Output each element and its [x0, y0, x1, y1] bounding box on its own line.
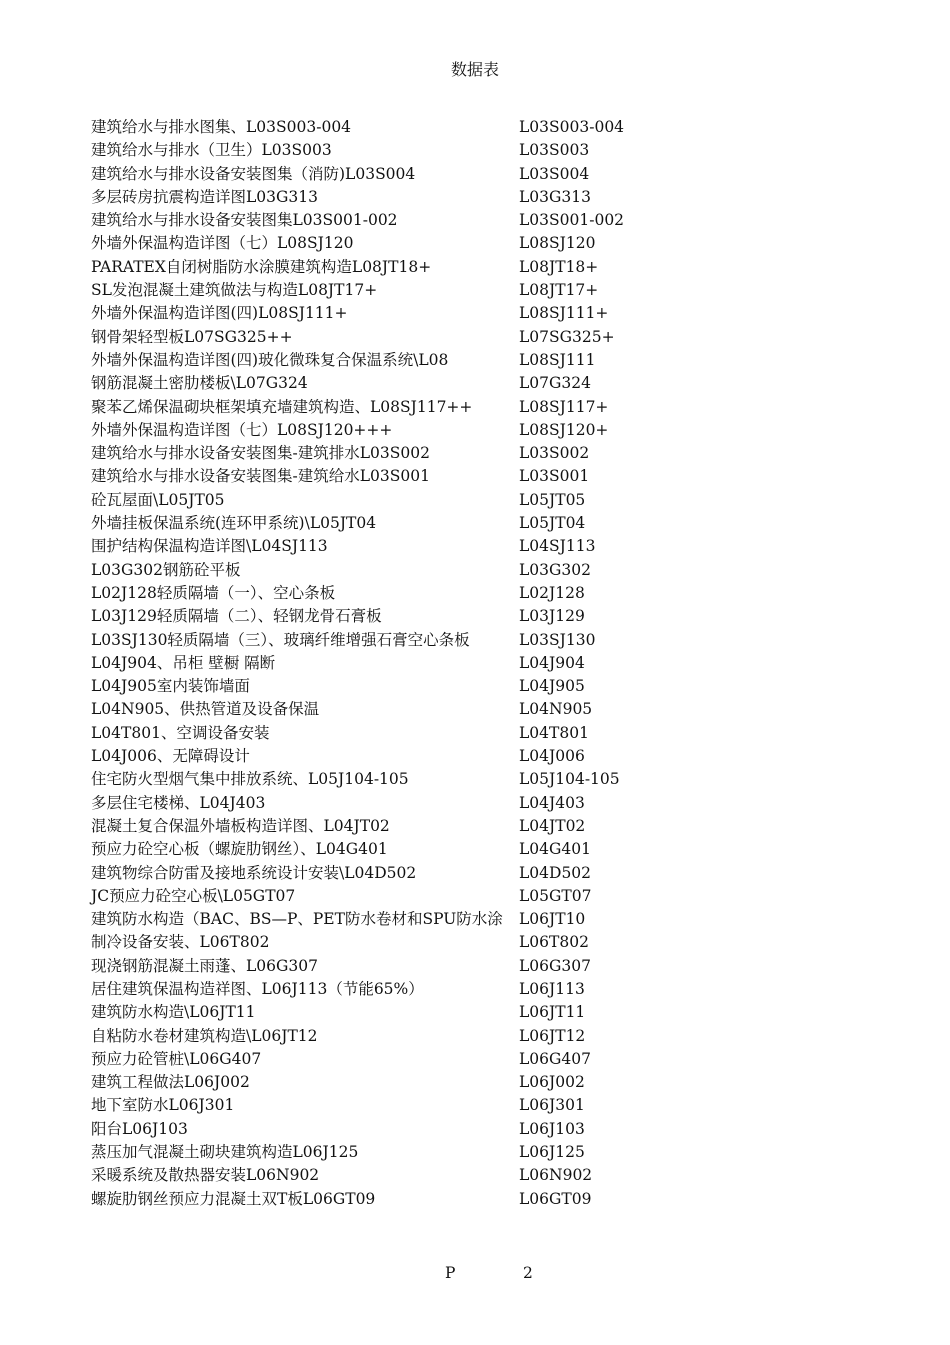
row-code: L05J104-105 — [519, 770, 620, 789]
table-row — [91, 372, 791, 395]
row-name: L03SJ130轻质隔墙（三）、玻璃纤维增强石膏空心条板 — [91, 630, 470, 649]
row-name: 螺旋肋钢丝预应力混凝土双T板L06GT09 — [91, 1189, 376, 1208]
row-name: PARATEX自闭树脂防水涂膜建筑构造L08JT18+ — [91, 257, 432, 276]
row-code: L04G401 — [519, 840, 591, 859]
row-name: 建筑物综合防雷及接地系统设计安装\L04D502 — [91, 863, 417, 882]
row-code: L08SJ117+ — [519, 397, 609, 416]
row-code: L03S001-002 — [519, 211, 625, 230]
table-row — [91, 675, 791, 698]
row-code: L08JT17+ — [519, 281, 599, 300]
row-name: 建筑给水与排水（卫生）L03S003 — [91, 141, 332, 160]
row-name: L03J129轻质隔墙（二）、轻钢龙骨石膏板 — [91, 607, 382, 626]
row-name: 多层砖房抗震构造详图L03G313 — [91, 187, 318, 206]
table-row — [91, 139, 791, 162]
row-code: L06J113 — [519, 979, 585, 998]
table-row — [91, 1001, 791, 1024]
row-code: L06J125 — [519, 1143, 585, 1162]
row-code: L04SJ113 — [519, 537, 596, 556]
row-name: 钢骨架轻型板L07SG325++ — [91, 327, 293, 346]
row-name: 建筑给水与排水设备安装图集-建筑给水L03S001 — [91, 467, 430, 486]
table-row — [91, 465, 791, 488]
page-label: P — [445, 1264, 456, 1282]
row-code: L06JT10 — [519, 910, 586, 929]
table-row — [91, 442, 791, 465]
row-code: L02J128 — [519, 583, 585, 602]
table-row — [91, 116, 791, 139]
table-row — [91, 698, 791, 721]
table-row — [91, 1118, 791, 1141]
row-code: L03S003-004 — [519, 118, 625, 136]
table-row — [91, 1164, 791, 1187]
row-code: L03J129 — [519, 607, 585, 626]
row-code: L03S004 — [519, 164, 590, 183]
row-name: 外墙外保温构造详图(四)玻化微珠复合保温系统\L08 — [91, 350, 449, 369]
table-row — [91, 209, 791, 232]
row-name: 建筑给水与排水设备安装图集-建筑排水L03S002 — [91, 444, 430, 463]
row-name: 外墙外保温构造详图（七）L08SJ120+++ — [91, 420, 393, 439]
table-row — [91, 722, 791, 745]
table-row — [91, 419, 791, 442]
row-code: L06J002 — [519, 1073, 585, 1092]
row-code: L04N905 — [519, 700, 593, 719]
row-name: L04J904、吊柜 壁橱 隔断 — [91, 653, 276, 672]
row-code: L05GT07 — [519, 886, 592, 905]
table-row — [91, 1071, 791, 1094]
row-name: 聚苯乙烯保温砌块框架填充墙建筑构造、L08SJ117++ — [91, 397, 473, 416]
row-name: 居住建筑保温构造祥图、L06J113（节能65%） — [91, 979, 424, 998]
row-code: L06GT09 — [519, 1189, 592, 1208]
row-code: L04D502 — [519, 863, 592, 882]
row-name: 建筑防水构造（BAC、BS—P、PET防水卷材和SPU防水涂 — [91, 910, 503, 929]
row-code: L08SJ111+ — [519, 304, 609, 323]
table-row — [91, 489, 791, 512]
row-name: 蒸压加气混凝土砌块建筑构造L06J125 — [91, 1143, 359, 1162]
row-code: L03G313 — [519, 187, 591, 206]
row-name: 砼瓦屋面\L05JT05 — [91, 490, 225, 509]
table-row — [91, 349, 791, 372]
table-row — [91, 885, 791, 908]
table-row — [91, 186, 791, 209]
row-name: L04J006、无障碍设计 — [91, 747, 250, 766]
table-row — [91, 396, 791, 419]
row-name: JC预应力砼空心板\L05GT07 — [91, 886, 296, 905]
page-number: 2 — [523, 1264, 533, 1282]
row-name: L04J905室内装饰墙面 — [91, 677, 250, 696]
table-row — [91, 559, 791, 582]
table-row — [91, 629, 791, 652]
table-row — [91, 279, 791, 302]
row-code: L08SJ120+ — [519, 420, 609, 439]
table-row — [91, 978, 791, 1001]
row-code: L06J301 — [519, 1096, 585, 1115]
table-row — [91, 745, 791, 768]
table-row — [91, 1141, 791, 1164]
row-code: L03S003 — [519, 141, 590, 160]
row-name: 围护结构保温构造详图\L04SJ113 — [91, 537, 328, 556]
row-name: 预应力砼空心板（螺旋肋钢丝）、L04G401 — [91, 840, 388, 859]
row-code: L03S001 — [519, 467, 590, 486]
row-name: 建筑给水与排水图集、L03S003-004 — [91, 118, 352, 136]
row-code: L04J403 — [519, 793, 585, 812]
row-name: 外墙外保温构造详图（七）L08SJ120 — [91, 234, 354, 253]
table-row — [91, 535, 791, 558]
row-name: L03G302钢筋砼平板 — [91, 560, 241, 579]
table-row — [91, 815, 791, 838]
row-code: L08SJ120 — [519, 234, 596, 253]
row-code: L04J006 — [519, 747, 585, 766]
row-code: L05JT05 — [519, 490, 586, 509]
table-row — [91, 931, 791, 954]
row-code: L05JT04 — [519, 514, 586, 533]
row-name: 建筑给水与排水设备安装图集（消防)L03S004 — [91, 164, 416, 183]
table-row — [91, 582, 791, 605]
row-code: L06G307 — [519, 956, 591, 975]
table-row — [91, 1188, 791, 1211]
row-name: 阳台L06J103 — [91, 1119, 188, 1138]
row-code: L04T801 — [519, 723, 589, 742]
row-name: 地下室防水L06J301 — [91, 1096, 235, 1115]
table-row — [91, 326, 791, 349]
row-code: L04JT02 — [519, 816, 586, 835]
table-row — [91, 302, 791, 325]
table-row — [91, 768, 791, 791]
row-name: 住宅防火型烟气集中排放系统、L05J104-105 — [91, 770, 409, 789]
row-name: 预应力砼管桩\L06G407 — [91, 1049, 262, 1068]
row-name: 外墙外保温构造详图(四)L08SJ111+ — [91, 304, 348, 323]
table-row — [91, 256, 791, 279]
row-code: L08SJ111 — [519, 350, 596, 369]
row-code: L06J103 — [519, 1119, 585, 1138]
table-row — [91, 512, 791, 535]
table-row — [91, 838, 791, 861]
table-row — [91, 1048, 791, 1071]
page-title: 数据表 — [450, 60, 499, 79]
row-code: L06N902 — [519, 1166, 593, 1185]
row-code: L06G407 — [519, 1049, 591, 1068]
row-name: 外墙挂板保温系统(连环甲系统)\L05JT04 — [91, 514, 377, 533]
data-table — [91, 116, 791, 1211]
row-name: 现浇钢筋混凝土雨蓬、L06G307 — [91, 956, 318, 975]
row-name: 混凝土复合保温外墙板构造详图、L04JT02 — [91, 816, 390, 835]
row-code: L08JT18+ — [519, 257, 599, 276]
table-row — [91, 652, 791, 675]
table-row — [91, 862, 791, 885]
row-name: 建筑给水与排水设备安装图集L03S001-002 — [91, 211, 398, 230]
row-name: 建筑工程做法L06J002 — [91, 1073, 250, 1092]
page-footer — [0, 1262, 950, 1284]
row-name: 制冷设备安装、L06T802 — [91, 933, 270, 952]
row-name: 多层住宅楼梯、L04J403 — [91, 793, 266, 812]
table-row — [91, 1094, 791, 1117]
row-name: 钢筋混凝土密肋楼板\L07G324 — [91, 374, 308, 393]
table-row — [91, 908, 791, 931]
row-code: L07SG325+ — [519, 327, 615, 346]
table-row — [91, 792, 791, 815]
table-row — [91, 232, 791, 255]
row-name: L02J128轻质隔墙（一）、空心条板 — [91, 583, 336, 602]
row-name: 自粘防水卷材建筑构造\L06JT12 — [91, 1026, 318, 1045]
row-name: L04N905、供热管道及设备保温 — [91, 700, 320, 719]
row-name: 建筑防水构造\L06JT11 — [91, 1003, 256, 1022]
row-code: L04J904 — [519, 653, 585, 672]
row-code: L03SJ130 — [519, 630, 596, 649]
row-code: L06JT11 — [519, 1003, 586, 1022]
row-name: 采暖系统及散热器安装L06N902 — [91, 1166, 320, 1185]
table-row — [91, 163, 791, 186]
row-name: SL发泡混凝土建筑做法与构造L08JT17+ — [91, 281, 378, 300]
row-code: L06T802 — [519, 933, 589, 952]
table-row — [91, 605, 791, 628]
row-code: L06JT12 — [519, 1026, 586, 1045]
table-row — [91, 1025, 791, 1048]
row-code: L03S002 — [519, 444, 590, 463]
row-code: L04J905 — [519, 677, 585, 696]
table-row — [91, 955, 791, 978]
row-code: L03G302 — [519, 560, 591, 579]
row-name: L04T801、空调设备安装 — [91, 723, 270, 742]
row-code: L07G324 — [519, 374, 591, 393]
